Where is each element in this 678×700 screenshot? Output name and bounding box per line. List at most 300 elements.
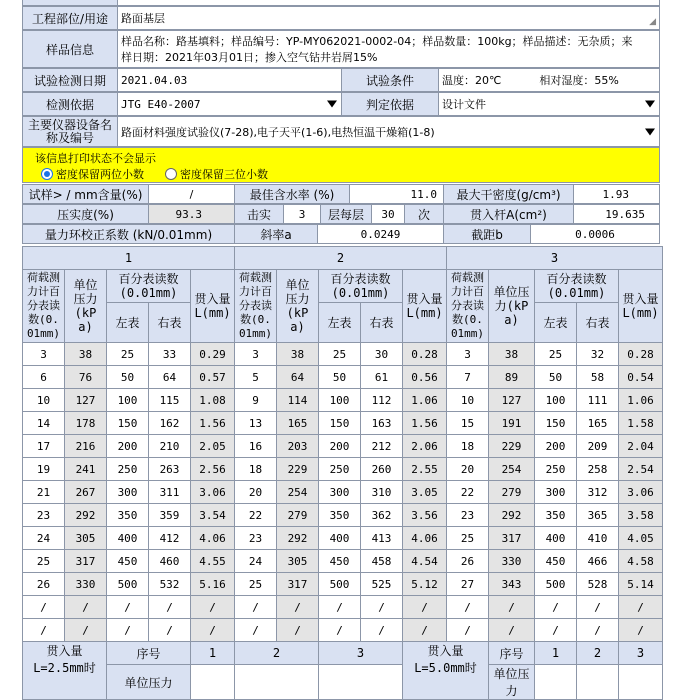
pressure-cell: 178: [65, 412, 107, 435]
pressure-cell: 317: [277, 573, 319, 596]
pressure-cell: 127: [489, 389, 535, 412]
right-dial-cell[interactable]: 210: [149, 435, 191, 458]
table-row: [23, 389, 663, 412]
pressure-cell: 305: [65, 527, 107, 550]
penetration-cell: /: [619, 596, 663, 619]
radio-two-decimals-label: 密度保留两位小数: [56, 168, 144, 181]
penetration-cell: /: [403, 596, 447, 619]
penetration-cell: 2.54: [619, 458, 663, 481]
penetration-cell: 2.06: [403, 435, 447, 458]
reading-cell[interactable]: 20: [235, 481, 277, 504]
penetration-cell: 5.14: [619, 573, 663, 596]
table-row: [23, 619, 663, 642]
column-header-row: [23, 270, 663, 303]
reading-cell[interactable]: 5: [235, 366, 277, 389]
reading-cell[interactable]: 23: [235, 527, 277, 550]
right-dial-cell[interactable]: 263: [149, 458, 191, 481]
right-dial-cell[interactable]: 525: [361, 573, 403, 596]
left-dial-cell[interactable]: 400: [107, 527, 149, 550]
pressure-cell: 292: [277, 527, 319, 550]
footer-cell[interactable]: [535, 665, 577, 700]
col-dial: 百分表读数(0.01mm): [319, 270, 403, 303]
left-dial-cell[interactable]: 300: [107, 481, 149, 504]
col-right: 右表: [149, 303, 191, 343]
area-label: 贯入杆A(cm²): [443, 204, 574, 224]
penetration-cell: 0.29: [191, 343, 235, 366]
col-right: 右表: [577, 303, 619, 343]
intercept-label: 截距b: [443, 224, 531, 244]
radio-three-decimals-label: 密度保留三位小数: [180, 168, 268, 181]
penetration-cell: 3.06: [619, 481, 663, 504]
left-dial-cell[interactable]: 400: [319, 527, 361, 550]
pressure-cell: 38: [65, 343, 107, 366]
unit-pressure-label: 单位压力: [489, 665, 535, 700]
footer-cell[interactable]: [577, 665, 619, 700]
right-dial-cell[interactable]: /: [361, 619, 403, 642]
penetration-cell: 1.06: [403, 389, 447, 412]
penetration-cell: 1.56: [191, 412, 235, 435]
table-row: [23, 481, 663, 504]
sample-info-line1: 样品名称：路基填料；样品编号：YP-MY062021-0002-04；样品数量：100kg；样品描述：无杂质；来: [121, 35, 633, 48]
reading-cell[interactable]: 20: [447, 458, 489, 481]
right-dial-cell[interactable]: 466: [577, 550, 619, 573]
left-dial-cell[interactable]: 200: [535, 435, 577, 458]
basis-value: JTG E40-2007: [121, 97, 201, 111]
right-dial-cell[interactable]: /: [577, 619, 619, 642]
left-dial-cell[interactable]: /: [319, 619, 361, 642]
col-penetration: 贯入量L(mm): [619, 270, 663, 343]
equipment-value: 路面材料强度试验仪(7-28),电子天平(1-6),电热恒温干燥箱(1-8): [121, 125, 435, 139]
reading-cell[interactable]: 3: [447, 343, 489, 366]
temperature-value: 温度：20℃: [442, 74, 502, 87]
left-dial-cell[interactable]: 300: [535, 481, 577, 504]
penetration-data-table: [22, 246, 663, 700]
col-dial: 百分表读数(0.01mm): [535, 270, 619, 303]
reading-cell[interactable]: 26: [447, 550, 489, 573]
penetration-cell: 2.56: [191, 458, 235, 481]
right-dial-cell[interactable]: 532: [149, 573, 191, 596]
basis-select[interactable]: [117, 92, 342, 116]
right-dial-cell[interactable]: 311: [149, 481, 191, 504]
reading-cell[interactable]: /: [447, 596, 489, 619]
right-dial-cell[interactable]: 163: [361, 412, 403, 435]
reading-cell[interactable]: 24: [235, 550, 277, 573]
opt-water-value[interactable]: 11.0: [349, 184, 444, 204]
unit-pressure-label: 单位压力: [107, 665, 191, 700]
col-pressure: 单位压力(kPa): [277, 270, 319, 343]
penetration-cell: /: [403, 619, 447, 642]
left-dial-cell[interactable]: 500: [319, 573, 361, 596]
group-3-header: 3: [447, 247, 663, 270]
equipment-label-line1: 主要仪器设备名: [27, 117, 112, 132]
col-reading: 荷载测力计百分表读数(0.01mm): [23, 270, 65, 343]
left-dial-cell[interactable]: 250: [107, 458, 149, 481]
right-dial-cell[interactable]: /: [361, 596, 403, 619]
pressure-cell: 203: [277, 435, 319, 458]
pressure-cell: 216: [65, 435, 107, 458]
pressure-cell: 343: [489, 573, 535, 596]
penetration-cell: 2.04: [619, 435, 663, 458]
reading-cell[interactable]: 15: [447, 412, 489, 435]
reading-cell[interactable]: 22: [235, 504, 277, 527]
right-dial-cell[interactable]: 32: [577, 343, 619, 366]
max-density-value[interactable]: 1.93: [573, 184, 660, 204]
table-row: [23, 550, 663, 573]
reading-cell[interactable]: 17: [23, 435, 65, 458]
reading-cell[interactable]: 23: [23, 504, 65, 527]
col-left: 左表: [535, 303, 577, 343]
right-dial-cell[interactable]: 115: [149, 389, 191, 412]
right-dial-cell[interactable]: 362: [361, 504, 403, 527]
right-dial-cell[interactable]: 64: [149, 366, 191, 389]
reading-cell[interactable]: 18: [447, 435, 489, 458]
group-1-header: 1: [23, 247, 235, 270]
resize-handle-icon[interactable]: ◢: [649, 17, 656, 27]
pressure-cell: /: [489, 596, 535, 619]
reading-cell[interactable]: 9: [235, 389, 277, 412]
seq-label: 序号: [489, 642, 535, 665]
reading-cell[interactable]: 3: [23, 343, 65, 366]
penetration-cell: 4.05: [619, 527, 663, 550]
reading-cell[interactable]: /: [235, 596, 277, 619]
left-dial-cell[interactable]: 450: [107, 550, 149, 573]
left-dial-cell[interactable]: 450: [535, 550, 577, 573]
penetration-cell: 1.08: [191, 389, 235, 412]
penetration-cell: 1.06: [619, 389, 663, 412]
footer-row-2: [23, 665, 663, 700]
pressure-cell: 76: [65, 366, 107, 389]
reading-cell[interactable]: 10: [23, 389, 65, 412]
test-date-input[interactable]: 2021.04.03: [117, 68, 342, 92]
right-dial-cell[interactable]: 209: [577, 435, 619, 458]
footer-cell[interactable]: [191, 665, 235, 700]
humidity-value: 相对湿度：55%: [539, 74, 619, 87]
col-penetration: 贯入量L(mm): [403, 270, 447, 343]
left-dial-cell[interactable]: 150: [107, 412, 149, 435]
chevron-down-icon[interactable]: [645, 128, 655, 135]
penetration-cell: 3.05: [403, 481, 447, 504]
right-dial-cell[interactable]: 33: [149, 343, 191, 366]
left-dial-cell[interactable]: 250: [319, 458, 361, 481]
table-row: [23, 573, 663, 596]
reading-cell[interactable]: /: [447, 619, 489, 642]
left-dial-cell[interactable]: /: [535, 596, 577, 619]
location-label: 工程部位/用途: [22, 6, 118, 30]
equipment-label-line2: 称及编号: [45, 130, 94, 145]
pressure-cell: 317: [489, 527, 535, 550]
col-pressure: 单位压力(kPa): [65, 270, 107, 343]
left-dial-cell[interactable]: 450: [319, 550, 361, 573]
penetration-cell: 4.06: [191, 527, 235, 550]
reading-cell[interactable]: 24: [23, 527, 65, 550]
penetration-cell: 4.06: [403, 527, 447, 550]
footer-cell[interactable]: [235, 665, 319, 700]
left-dial-cell[interactable]: 200: [319, 435, 361, 458]
right-dial-cell[interactable]: 61: [361, 366, 403, 389]
pressure-cell: 330: [489, 550, 535, 573]
reading-cell[interactable]: 6: [23, 366, 65, 389]
slope-label: 斜率a: [234, 224, 318, 244]
reading-cell[interactable]: 26: [23, 573, 65, 596]
reading-cell[interactable]: 14: [23, 412, 65, 435]
pressure-cell: /: [277, 619, 319, 642]
seq-3: 3: [619, 642, 663, 665]
left-dial-cell[interactable]: 25: [107, 343, 149, 366]
penetration-cell: 1.56: [403, 412, 447, 435]
right-dial-cell[interactable]: 365: [577, 504, 619, 527]
left-dial-cell[interactable]: 300: [319, 481, 361, 504]
left-dial-cell[interactable]: 50: [535, 366, 577, 389]
test-condition-label: 试验条件: [341, 68, 439, 92]
col-left: 左表: [107, 303, 149, 343]
reading-cell[interactable]: 21: [23, 481, 65, 504]
pressure-cell: 330: [65, 573, 107, 596]
left-dial-cell[interactable]: /: [319, 596, 361, 619]
left-dial-cell[interactable]: 500: [107, 573, 149, 596]
pressure-cell: 89: [489, 366, 535, 389]
penetration-cell: /: [619, 619, 663, 642]
left-dial-cell[interactable]: 100: [319, 389, 361, 412]
right-dial-cell[interactable]: 460: [149, 550, 191, 573]
reading-cell[interactable]: /: [23, 596, 65, 619]
left-dial-cell[interactable]: 50: [319, 366, 361, 389]
left-dial-cell[interactable]: 250: [535, 458, 577, 481]
pressure-cell: 127: [65, 389, 107, 412]
sample-info-label: 样品信息: [22, 30, 118, 68]
reading-cell[interactable]: 25: [23, 550, 65, 573]
penetration-cell: 4.54: [403, 550, 447, 573]
reading-cell[interactable]: 16: [235, 435, 277, 458]
group-2-header: 2: [235, 247, 447, 270]
table-row: [23, 504, 663, 527]
left-dial-cell[interactable]: /: [107, 619, 149, 642]
left-dial-cell[interactable]: 350: [535, 504, 577, 527]
reading-cell[interactable]: 23: [447, 504, 489, 527]
table-row: [23, 366, 663, 389]
pressure-cell: /: [65, 619, 107, 642]
right-dial-cell[interactable]: 458: [361, 550, 403, 573]
right-dial-cell[interactable]: 258: [577, 458, 619, 481]
layer-label: 层每层: [320, 204, 372, 224]
left-dial-cell[interactable]: 400: [535, 527, 577, 550]
sample-info-line2: 样日期：2021年03月01日；掺入空气钻井岩屑15%: [121, 51, 378, 64]
right-dial-cell[interactable]: 112: [361, 389, 403, 412]
pressure-cell: 279: [277, 504, 319, 527]
table-row: [23, 458, 663, 481]
pressure-cell: 229: [277, 458, 319, 481]
right-dial-cell[interactable]: 260: [361, 458, 403, 481]
radio-unselected-icon[interactable]: [165, 168, 177, 180]
penetration-cell: 2.05: [191, 435, 235, 458]
judge-label: 判定依据: [341, 92, 439, 116]
right-dial-cell[interactable]: /: [149, 619, 191, 642]
seq-2: 2: [235, 642, 319, 665]
left-dial-cell[interactable]: 50: [107, 366, 149, 389]
right-dial-cell[interactable]: /: [149, 596, 191, 619]
pressure-cell: 229: [489, 435, 535, 458]
pressure-cell: 292: [65, 504, 107, 527]
penetration-cell: 3.54: [191, 504, 235, 527]
pressure-cell: /: [489, 619, 535, 642]
intercept-value[interactable]: 0.0006: [530, 224, 660, 244]
slope-value[interactable]: 0.0249: [317, 224, 444, 244]
reading-cell[interactable]: 13: [235, 412, 277, 435]
pressure-cell: 267: [65, 481, 107, 504]
reading-cell[interactable]: 25: [447, 527, 489, 550]
blows-value[interactable]: 3: [283, 204, 321, 224]
col-reading: 荷载测力计百分表读数(0.01mm): [447, 270, 489, 343]
pressure-cell: /: [277, 596, 319, 619]
judge-select[interactable]: [438, 92, 660, 116]
ring-label: 量力环校正系数 (kN/0.01mm): [22, 224, 235, 244]
radio-three-decimals[interactable]: [165, 166, 268, 182]
judge-value: 设计文件: [442, 98, 486, 111]
reading-cell[interactable]: 25: [235, 573, 277, 596]
pressure-cell: 279: [489, 481, 535, 504]
seq-1: 1: [191, 642, 235, 665]
footer-cell[interactable]: [319, 665, 403, 700]
right-dial-cell[interactable]: 528: [577, 573, 619, 596]
opt-water-label: 最佳含水率 (%): [234, 184, 350, 204]
pressure-cell: 165: [277, 412, 319, 435]
right-dial-cell[interactable]: 359: [149, 504, 191, 527]
right-dial-cell[interactable]: /: [577, 596, 619, 619]
reading-cell[interactable]: 19: [23, 458, 65, 481]
penetration-cell: 3.56: [403, 504, 447, 527]
pressure-cell: 64: [277, 366, 319, 389]
pressure-cell: 254: [277, 481, 319, 504]
penetration-cell: 3.58: [619, 504, 663, 527]
penetration-cell: 4.55: [191, 550, 235, 573]
left-dial-cell[interactable]: /: [535, 619, 577, 642]
max-density-label: 最大干密度(g/cm³): [443, 184, 574, 204]
col-dial: 百分表读数(0.01mm): [107, 270, 191, 303]
print-note-panel: [22, 147, 660, 183]
radio-selected-icon[interactable]: [41, 168, 53, 180]
area-value[interactable]: 19.635: [573, 204, 660, 224]
sample-info-value[interactable]: [117, 30, 660, 68]
left-dial-cell[interactable]: 500: [535, 573, 577, 596]
penetration-cell: 1.58: [619, 412, 663, 435]
footer-row: [23, 642, 663, 665]
right-dial-cell[interactable]: 312: [577, 481, 619, 504]
seq-3: 3: [319, 642, 403, 665]
right-dial-cell[interactable]: 212: [361, 435, 403, 458]
moisture-label: 试样> / mm含量(%): [22, 184, 149, 204]
left-dial-cell[interactable]: 350: [319, 504, 361, 527]
pressure-cell: 241: [65, 458, 107, 481]
group-header-row: [23, 247, 663, 270]
pressure-cell: 305: [277, 550, 319, 573]
reading-cell[interactable]: 18: [235, 458, 277, 481]
table-row: [23, 596, 663, 619]
equipment-label: [22, 116, 118, 147]
seq-label: 序号: [107, 642, 191, 665]
layer-value[interactable]: 30: [371, 204, 405, 224]
left-dial-cell[interactable]: 100: [535, 389, 577, 412]
left-dial-cell[interactable]: 150: [535, 412, 577, 435]
equipment-select[interactable]: [117, 116, 660, 147]
right-dial-cell[interactable]: 58: [577, 366, 619, 389]
penetration-cell: 0.28: [403, 343, 447, 366]
left-dial-cell[interactable]: 25: [319, 343, 361, 366]
penetration-cell: 3.06: [191, 481, 235, 504]
chevron-down-icon[interactable]: [327, 101, 337, 108]
seq-2: 2: [577, 642, 619, 665]
right-dial-cell[interactable]: 162: [149, 412, 191, 435]
reading-cell[interactable]: 10: [447, 389, 489, 412]
left-dial-cell[interactable]: 200: [107, 435, 149, 458]
reading-cell[interactable]: 22: [447, 481, 489, 504]
compaction-label: 压实度(%): [22, 204, 149, 224]
right-dial-cell[interactable]: 111: [577, 389, 619, 412]
left-dial-cell[interactable]: 150: [319, 412, 361, 435]
reading-cell[interactable]: /: [235, 619, 277, 642]
right-dial-cell[interactable]: 165: [577, 412, 619, 435]
radio-two-decimals[interactable]: [41, 166, 144, 182]
left-dial-cell[interactable]: /: [107, 596, 149, 619]
pressure-cell: /: [65, 596, 107, 619]
reading-cell[interactable]: 7: [447, 366, 489, 389]
table-row: [23, 343, 663, 366]
table-row: [23, 527, 663, 550]
right-dial-cell[interactable]: 30: [361, 343, 403, 366]
chevron-down-icon[interactable]: [645, 101, 655, 108]
right-dial-cell[interactable]: 412: [149, 527, 191, 550]
penetration-cell: 4.58: [619, 550, 663, 573]
penetration-cell: 0.57: [191, 366, 235, 389]
col-reading: 荷载测力计百分表读数(0.01mm): [235, 270, 277, 343]
table-row: [23, 435, 663, 458]
pen25-label: 贯入量L=2.5mm时: [23, 642, 107, 700]
left-dial-cell[interactable]: 25: [535, 343, 577, 366]
col-pressure: 单位压力(kPa): [489, 270, 535, 343]
right-dial-cell[interactable]: 410: [577, 527, 619, 550]
right-dial-cell[interactable]: 310: [361, 481, 403, 504]
right-dial-cell[interactable]: 413: [361, 527, 403, 550]
pressure-cell: 191: [489, 412, 535, 435]
moisture-value[interactable]: /: [148, 184, 235, 204]
times-label: 次: [404, 204, 444, 224]
pressure-cell: 254: [489, 458, 535, 481]
penetration-cell: 5.16: [191, 573, 235, 596]
compaction-value: 93.3: [148, 204, 235, 224]
col-right: 右表: [361, 303, 403, 343]
left-dial-cell[interactable]: 350: [107, 504, 149, 527]
location-value: 路面基层: [121, 12, 165, 25]
pressure-cell: 292: [489, 504, 535, 527]
pressure-cell: 114: [277, 389, 319, 412]
left-dial-cell[interactable]: 100: [107, 389, 149, 412]
penetration-cell: 0.56: [403, 366, 447, 389]
test-date-label: 试验检测日期: [22, 68, 118, 92]
pressure-cell: 38: [277, 343, 319, 366]
location-textarea[interactable]: [117, 6, 660, 30]
basis-label: 检测依据: [22, 92, 118, 116]
pressure-cell: 38: [489, 343, 535, 366]
test-condition-value[interactable]: [438, 68, 660, 92]
penetration-cell: 0.54: [619, 366, 663, 389]
footer-cell[interactable]: [619, 665, 663, 700]
reading-cell[interactable]: 3: [235, 343, 277, 366]
col-penetration: 贯入量L(mm): [191, 270, 235, 343]
reading-cell[interactable]: /: [23, 619, 65, 642]
reading-cell[interactable]: 27: [447, 573, 489, 596]
penetration-cell: 0.28: [619, 343, 663, 366]
penetration-cell: /: [191, 619, 235, 642]
pressure-cell: 317: [65, 550, 107, 573]
table-body: [23, 343, 663, 642]
